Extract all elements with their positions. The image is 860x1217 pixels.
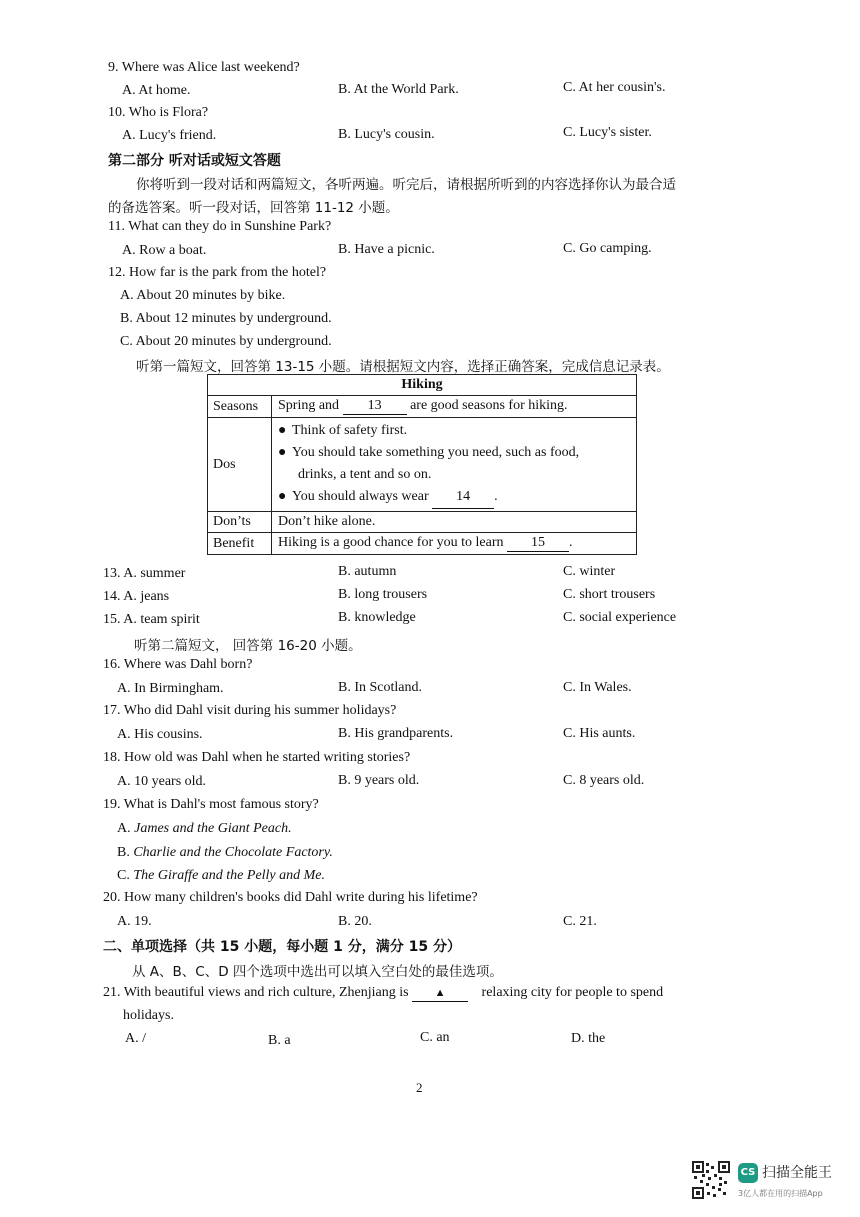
q15-option-a: 15. A. team spirit [103,612,200,627]
q21-option-d: D. the [571,1031,606,1046]
table-row [208,396,637,418]
bullet-icon: ● [278,489,287,504]
q12-option-a: A. About 20 minutes by bike. [120,288,286,303]
q17-option-b: B. His grandparents. [338,726,454,741]
page-number: 2 [416,1080,423,1095]
q9-stem: 9. Where was Alice last weekend? [108,60,300,75]
q16-stem: 16. Where was Dahl born? [103,657,253,672]
q20-option-a: A. 19. [117,914,152,929]
q19-option-b-letter: B. [117,845,134,860]
benefit-text-end: . [569,535,573,550]
seasons-text-pre: Spring and [278,398,340,413]
q10-option-b: B. Lucy's cousin. [338,127,435,142]
q21-option-a: A. / [125,1031,146,1046]
dos-item-2-continued: drinks, a tent and so on. [298,467,432,482]
benefit-text-pre: Hiking is a good chance for you to learn [278,535,504,550]
q13-option-a: 13. A. summer [103,566,186,581]
q14-option-a: 14. A. jeans [103,589,170,604]
q19-option-b-title: Charlie and the Chocolate Factory [133,845,330,860]
blank-13: 13 [343,398,407,415]
q19-option-c-title: The Giraffe and the Pelly and Me [133,868,322,883]
seasons-label: Seasons [208,396,272,418]
q9-option-b: B. At the World Park. [338,82,459,97]
seasons-text-post: are good seasons for hiking. [410,398,568,413]
q12-stem: 12. How far is the park from the hotel? [108,265,327,280]
hiking-info-table [207,374,637,555]
q21-option-c: C. an [420,1030,450,1045]
q21-stem-line2: holidays. [123,1008,174,1023]
part2-title: 第二部分 听对话或短文答题 [108,153,281,169]
q18-option-b: B. 9 years old. [338,773,420,788]
blank-15: 15 [507,535,569,552]
q18-option-a: A. 10 years old. [117,774,207,789]
section2-title: 二、单项选择（共 15 小题，每小题 1 分，满分 15 分） [103,939,461,955]
q19-option-a-title: James and the Giant Peach [134,821,289,836]
q17-option-a: A. His cousins. [117,727,203,742]
qr-code-icon [692,1161,730,1199]
scanner-app-name: 扫描全能王 [762,1165,832,1181]
dos-item-1: Think of safety first. [292,423,408,438]
dos-label: Dos [208,418,272,512]
q16-option-c: C. In Wales. [563,680,632,695]
q19-option-b-period: . [329,845,333,860]
benefit-content [272,533,637,555]
q10-stem: 10. Who is Flora? [108,105,209,120]
q18-option-c: C. 8 years old. [563,773,645,788]
part2-instructions-line2: 的备选答案。听一段对话，回答第 11-12 小题。 [108,200,399,216]
q14-option-c: C. short trousers [563,587,656,602]
donts-label: Don’ts [208,512,272,533]
q10-option-c: C. Lucy's sister. [563,125,652,140]
q20-stem: 20. How many children's books did Dahl write during his lifetime? [103,890,478,905]
q15-option-b: B. knowledge [338,610,416,625]
dos-item-3: You should always wear [292,489,429,504]
blank-21 [412,985,468,1002]
q9-option-a: A. At home. [122,83,191,98]
q16-option-b: B. In Scotland. [338,680,422,695]
scanner-app-tagline: 3亿人都在用的扫描App [738,1189,823,1198]
q19-stem: 19. What is Dahl's most famous story? [103,797,319,812]
dos-item-3-end: . [494,489,498,504]
q11-stem: 11. What can they do in Sunshine Park? [108,219,332,234]
q19-option-a-period: . [288,821,292,836]
q19-option-a [117,821,292,837]
bullet-icon: ● [278,445,287,460]
table-title: Hiking [208,375,637,396]
q19-option-c [117,868,325,884]
table-row [208,418,637,512]
q10-option-a: A. Lucy's friend. [122,128,217,143]
q14-option-b: B. long trousers [338,587,428,602]
table-row [208,533,637,555]
bullet-icon: ● [278,423,287,438]
table-row [208,512,637,533]
q17-stem: 17. Who did Dahl visit during his summer holidays? [103,703,397,718]
q9-option-c: C. At her cousin's. [563,80,666,95]
seasons-content [272,396,637,418]
q11-option-c: C. Go camping. [563,241,652,256]
blank-triangle-icon: ▲ [434,987,446,999]
donts-content: Don’t hike alone. [272,512,637,533]
passage2-instructions: 听第二篇短文， 回答第 16-20 小题。 [134,638,362,654]
q11-option-a: A. Row a boat. [122,243,207,258]
passage1-instructions: 听第一篇短文，回答第 13-15 小题。请根据短文内容，选择正确答案，完成信息记录表。 [136,359,670,375]
q20-option-c: C. 21. [563,914,597,929]
dos-item-2: You should take something you need, such as food, [292,445,580,460]
blank-14: 14 [432,486,494,509]
q19-option-c-period: . [321,868,326,883]
cs-logo-icon: CS [738,1163,758,1183]
dos-content [272,418,637,512]
q21-option-b: B. a [268,1033,291,1048]
q13-option-c: C. winter [563,564,616,579]
part2-instructions-line1: 你将听到一段对话和两篇短文，各听两遍。听完后，请根据所听到的内容选择你认为最合适 [136,177,676,193]
section2-instructions: 从 A、B、C、D 四个选项中选出可以填入空白处的最佳选项。 [132,964,503,980]
q18-stem: 18. How old was Dahl when he started writing stories? [103,750,411,765]
benefit-label: Benefit [208,533,272,555]
q15-option-c: C. social experience [563,610,677,625]
q11-option-b: B. Have a picnic. [338,242,435,257]
q19-option-b [117,845,333,861]
q21-stem [103,985,663,1002]
q20-option-b: B. 20. [338,914,372,929]
q21-stem-pre: 21. With beautiful views and rich culture, Zhenjiang is [103,985,409,1000]
q13-option-b: B. autumn [338,564,397,579]
q17-option-c: C. His aunts. [563,726,636,741]
q16-option-a: A. In Birmingham. [117,681,224,696]
q19-option-c-letter: C. [117,868,134,883]
q12-option-b: B. About 12 minutes by underground. [120,311,332,326]
q12-option-c: C. About 20 minutes by underground. [120,334,332,349]
q19-option-a-letter: A. [117,821,135,836]
q21-stem-post: relaxing city for people to spend [481,985,664,1000]
